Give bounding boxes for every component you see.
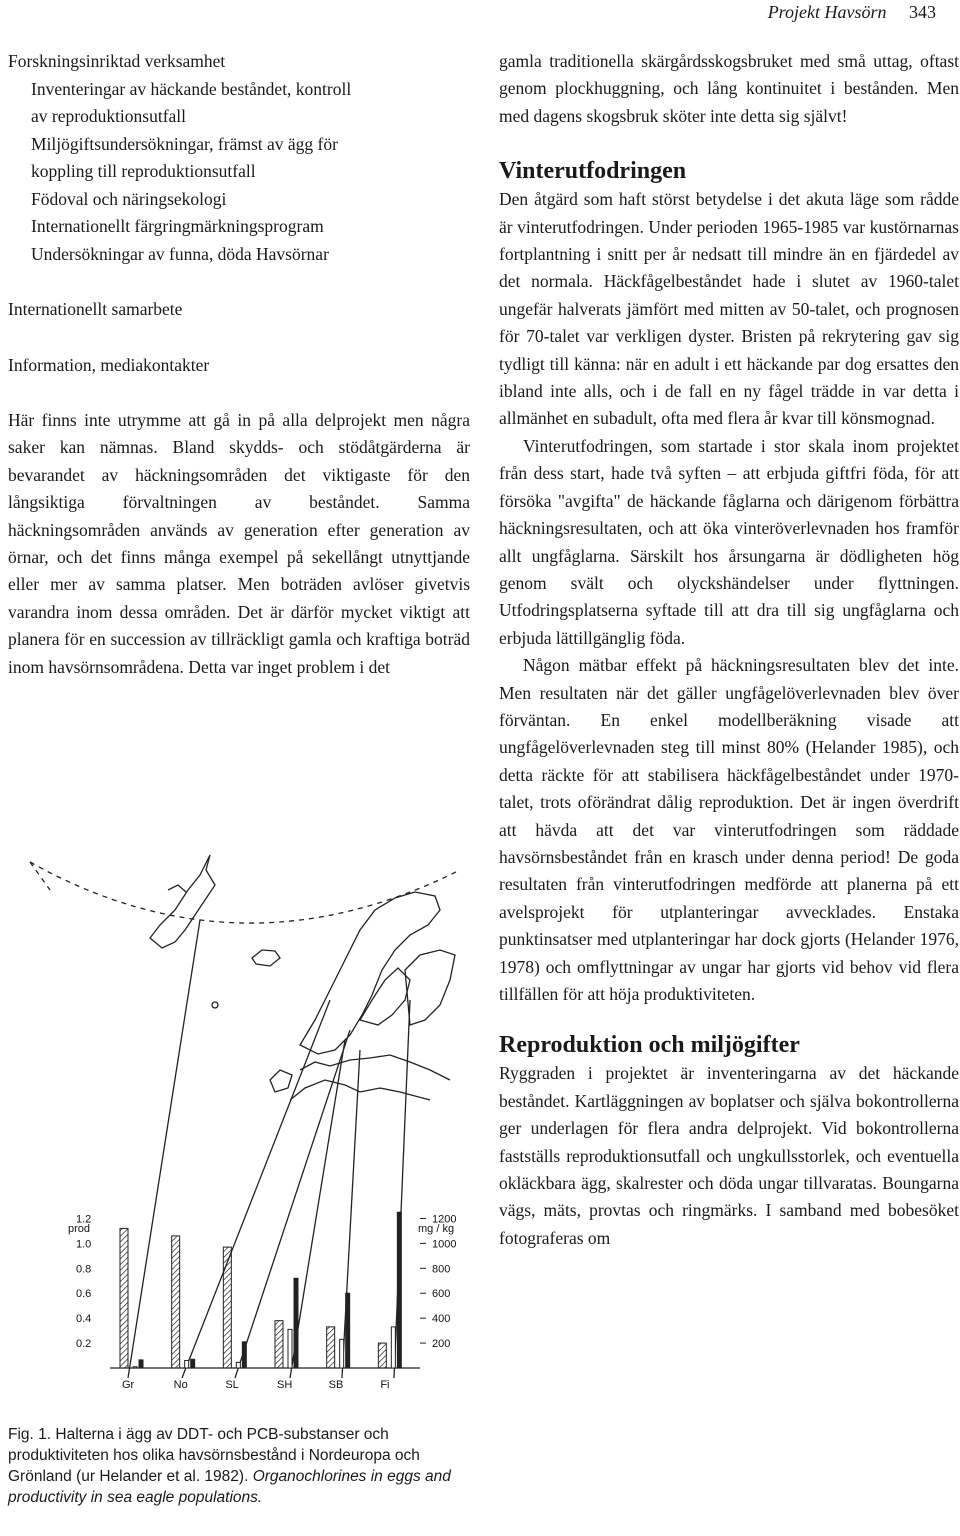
list-item: Inventeringar av häckande beståndet, kontroll xyxy=(31,78,352,99)
left-column xyxy=(8,48,470,681)
bar-ddt xyxy=(340,1339,344,1368)
bar-productivity xyxy=(172,1236,180,1368)
y-left-tick-label: 1.2 xyxy=(76,1213,92,1226)
bar-chart xyxy=(68,1212,456,1391)
y-right-tick-label: 400 xyxy=(432,1313,451,1326)
bar-pcb xyxy=(346,1293,350,1368)
body-paragraph: Här finns inte utrymme att gå in på alla delprojekt men några saker kan nämnas. Bland skydds- och stödåtgärderna är bevarandet av häckningsområden det viktigaste för den långsiktiga förvaltningen av beståndet. Samma häckningsområden används av generation efter generation av örnar, och det finns många exempel på sekellångt utnyttjande eller mer av samma platser. Men boträden avlöser givetvis varandra inom dessa områden. Det är därför mycket viktigt att planera för en succession av tillräckligt gamla och kraftiga boträd inom havsörnsområdena. Detta var inget problem i det xyxy=(8,410,470,677)
list-item: Födoval och näringsekologi xyxy=(31,188,227,209)
x-tick-label: Gr xyxy=(122,1379,135,1391)
bar-productivity xyxy=(275,1321,283,1368)
journal-title: Projekt Havsörn xyxy=(767,2,887,22)
connector-lines xyxy=(128,920,410,1378)
bar-ddt xyxy=(391,1327,395,1368)
bar-productivity xyxy=(223,1247,231,1368)
y-left-tick-label: 0.8 xyxy=(76,1263,92,1276)
bar-pcb xyxy=(191,1359,195,1368)
bar-pcb xyxy=(242,1342,246,1368)
y-left-tick-label: 0.6 xyxy=(76,1288,92,1301)
bar-pcb xyxy=(139,1360,143,1368)
y-left-tick-label: 0.2 xyxy=(76,1338,92,1351)
body-paragraph: Ryggraden i projektet är inventeringarna av det häckande beståndet. Kartläggningen av boplatser och själva bokontrollerna ger underlagen för flera andra delprojekt. Vid bokontrollerna fastställs reproduktionsutfall och ungkullsstorlek, och eventuella okläckbara ägg, skalrester och döda ungar tillvaratas. Boungarna vägs, mäts, provtas och ringmärks. I samband med bobesöket fotograferas om xyxy=(499,1063,959,1248)
y-left-axis-label: prod xyxy=(68,1223,91,1235)
list-item: koppling till reproduktionsutfall xyxy=(31,161,256,181)
list-item: Miljögiftsundersökningar, främst av ägg för xyxy=(31,133,338,154)
bar-productivity xyxy=(327,1327,335,1368)
bar-ddt xyxy=(185,1361,189,1368)
bar-ddt xyxy=(288,1329,292,1368)
figure-map-chart xyxy=(0,830,470,1410)
y-right-tick-label: 1000 xyxy=(432,1238,457,1251)
right-column xyxy=(499,48,959,1252)
y-left-tick-label: 0.4 xyxy=(76,1313,92,1326)
list-head-research: Forskningsinriktad verksamhet xyxy=(8,51,226,71)
list-item: Undersökningar av funna, döda Havsörnar xyxy=(31,243,329,264)
y-right-tick-label: 800 xyxy=(432,1263,451,1276)
x-tick-label: SB xyxy=(328,1379,344,1391)
list-head-international: Internationellt samarbete xyxy=(8,299,183,319)
caption-swedish: Fig. 1. Halterna i ägg av DDT- och PCB-substanser och produktiviteten hos olika havsörnsbestånd i Nordeuropa och Grönland (ur Helander et al. 1982). xyxy=(8,1426,420,1485)
bar-ddt xyxy=(236,1362,240,1368)
x-tick-label: SH xyxy=(277,1379,293,1391)
finland-outline xyxy=(405,950,455,1025)
bar-productivity xyxy=(120,1228,128,1368)
figure-caption xyxy=(8,1424,470,1508)
section-heading: Vinterutfodringen xyxy=(499,158,687,185)
body-paragraph: Någon mätbar effekt på häckningsresultaten blev det inte. Men resultaten när det gäller ungfågelöverlevnaden blev över förväntan. En enkel modellberäkning visade att ungfågelöverlevnaden steg till minst 80% (Helander 1985), och detta räckte för att stabilisera häckfågelbeståndet under 1970-talet, trots oförändrat dålig reproduktion. Det är ingen överdrift att hävda att det var vinterutfodringen som räddade havsörnsbeståndet från en krasch under denna period! De goda resultaten från vinterutfodringen medförde att planerna på ett avelsprojekt för utplanteringar avvecklades. Enstaka punktinsatser med utplanteringar har dock gjorts (Helander 1976, 1978) och omflyttningar av ungar har gjorts vid behov vid flera tillfällen för att höja produktiviteten. xyxy=(499,655,959,1004)
body-paragraph: gamla traditionella skärgårdsskogsbruket med små uttag, oftast genom plockhuggning, och lång kontinuitet i bestånden. Men med dagens skogsbruk sköter inte detta sig självt! xyxy=(499,51,959,126)
bar-pcb xyxy=(397,1212,401,1368)
iceland-outline xyxy=(252,950,280,966)
y-left-tick-label: 1.0 xyxy=(76,1238,92,1251)
figure-svg xyxy=(0,830,470,1410)
y-right-tick-label: 1200 xyxy=(432,1213,457,1226)
greenland-outline xyxy=(150,855,215,948)
page-header xyxy=(768,0,936,24)
y-right-axis-label: mg / kg xyxy=(418,1223,455,1235)
map-drawing xyxy=(30,855,460,1100)
y-right-tick-label: 600 xyxy=(432,1288,451,1301)
map-arc xyxy=(30,862,460,923)
x-tick-label: SL xyxy=(225,1379,239,1391)
caption-english: Organochlorines in eggs and productivity in sea eagle populations. xyxy=(8,1468,451,1506)
list-item: Internationellt färgringmärkningsprogram xyxy=(31,216,324,236)
bar-productivity xyxy=(378,1343,386,1368)
page-number: 343 xyxy=(909,2,936,22)
x-tick-label: Fi xyxy=(380,1379,390,1391)
x-tick-label: No xyxy=(173,1379,188,1391)
y-right-tick-label: 200 xyxy=(432,1338,451,1351)
list-head-information: Information, mediakontakter xyxy=(8,354,210,375)
body-paragraph: Vinterutfodringen, som startade i stor skala inom projektet från dess start, hade två syften – att erbjuda giftfri föda, för att försöka "avgifta" de häckande fåglarna och därigenom förbättra häckningsresultaten, och att öka vinteröverlevnaden hos framför allt ungfåglarna. Särskilt hos årsungarna är dödligheten hög genom svält och olyckshändelser under flyttningen. Utfodringsplatserna syftade till att dra till sig ungfåglarna och erbjuda lättillgänglig föda. xyxy=(499,435,959,648)
bar-pcb xyxy=(294,1278,298,1368)
body-paragraph: Den åtgärd som haft störst betydelse i det akuta läge som rådde är vinterutfodringen. Under perioden 1965-1985 var kustörnarnas fortplantning i snitt per år nedsatt till mindre än en fjärdedel av det normala. Häckfågelbeståndet hade i slutet av 1960-talet ungefär halverats jämfört med mitten av 50-talet, och prognosen för 70-talet var verkligen dyster. Bristen på rekrytering gav sig tydligt till känna: när en adult i ett häckande par dog ersattes den ibland inte alls, och i de fall en ny fågel trädde in var detta i allmänhet en subadult, ofta med flera år kvar till könsmognad. xyxy=(499,189,959,429)
bar-ddt xyxy=(133,1367,137,1368)
section-heading: Reproduktion och miljögifter xyxy=(499,1032,800,1059)
list-item: av reproduktionsutfall xyxy=(31,106,187,126)
